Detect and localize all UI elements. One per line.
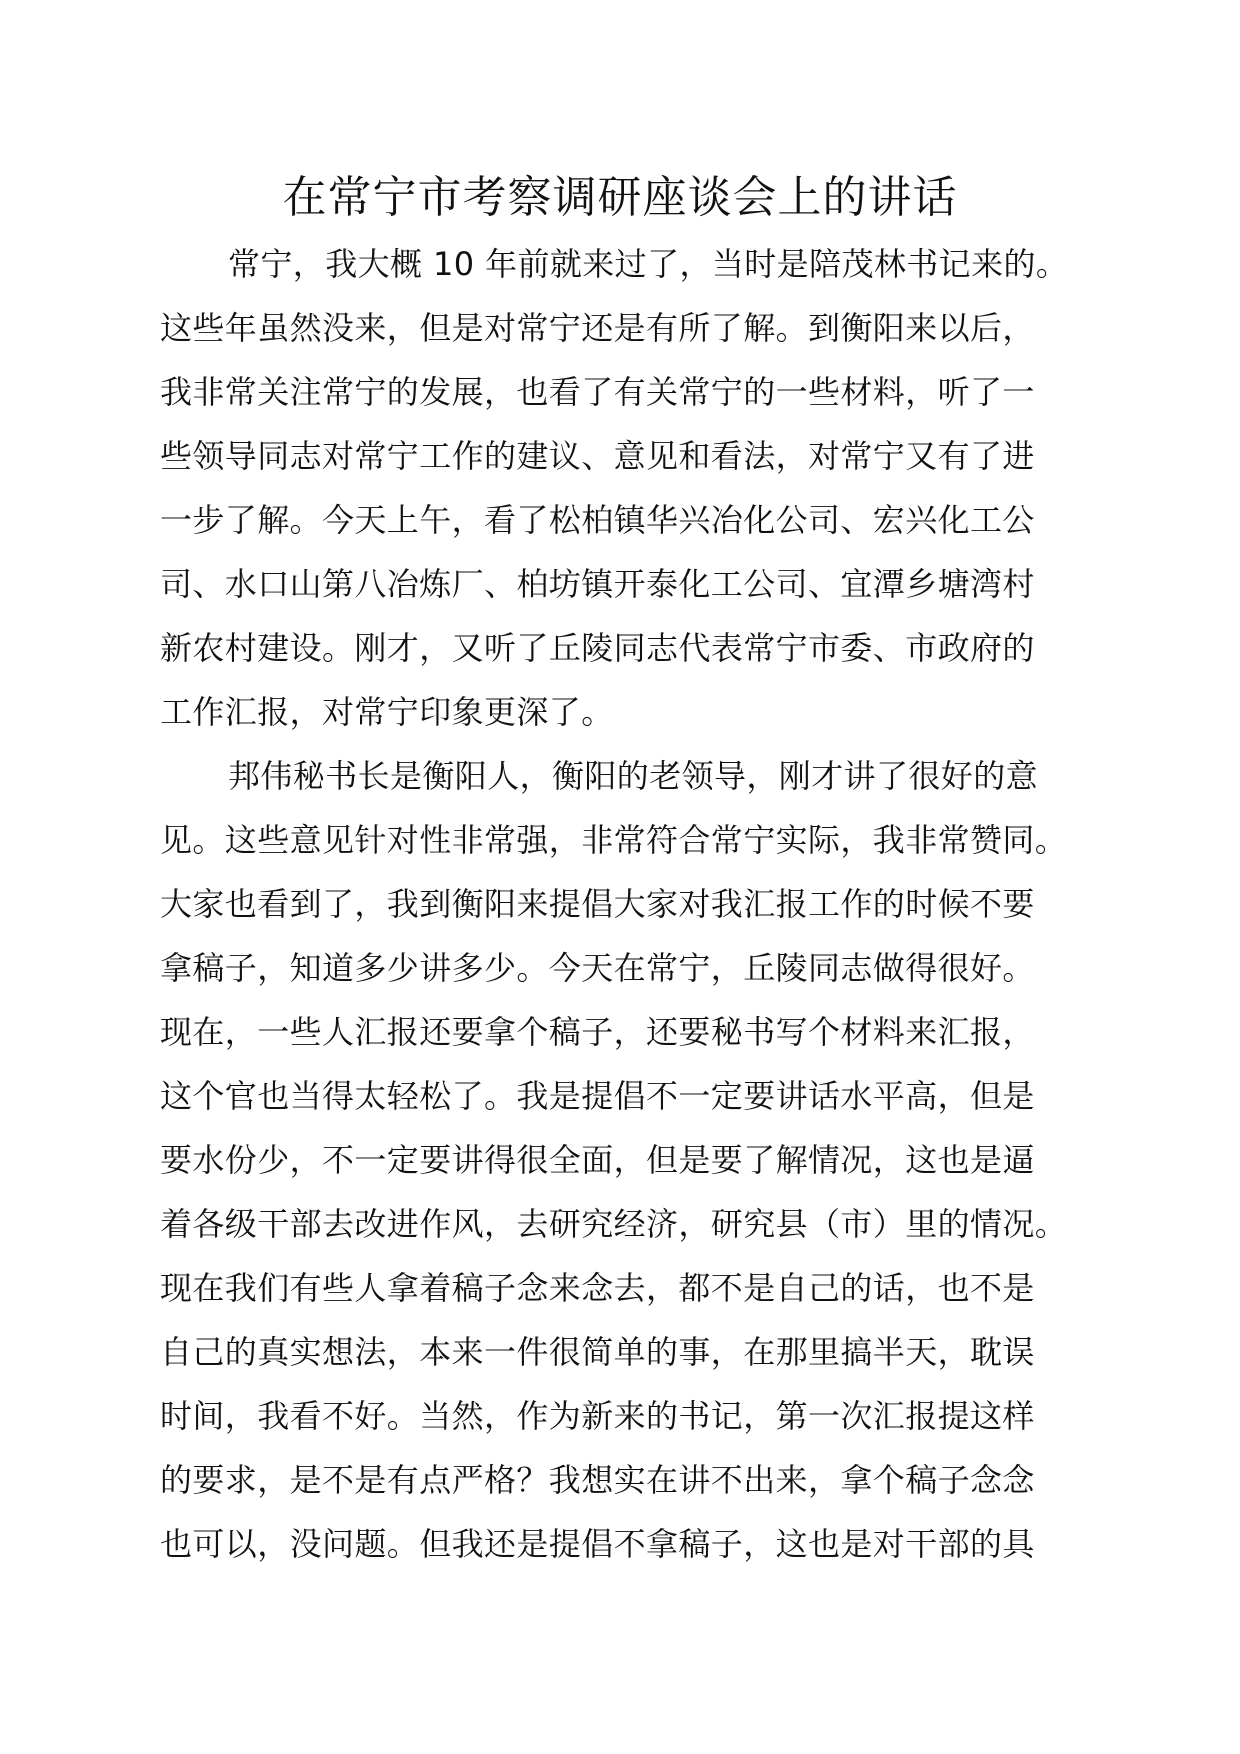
paragraph-line: 邦伟秘书长是衡阳人，衡阳的老领导，刚才讲了很好的意 [228,757,1039,795]
document-body [160,232,1120,1576]
paragraph-line: 见。这些意见针对性非常强，非常符合常宁实际，我非常赞同。 [160,821,1068,859]
paragraph-line: 现在，一些人汇报还要拿个稿子，还要秘书写个材料来汇报， [160,1013,1035,1051]
paragraph-line: 这个官也当得太轻松了。我是提倡不一定要讲话水平高，但是 [160,1077,1035,1115]
paragraph-line: 拿稿子，知道多少讲多少。今天在常宁，丘陵同志做得很好。 [160,949,1035,987]
paragraph-line: 司、水口山第八冶炼厂、柏坊镇开泰化工公司、宜潭乡塘湾村 [160,565,1035,603]
paragraph-line: 这些年虽然没来，但是对常宁还是有所了解。到衡阳来以后， [160,309,1035,347]
paragraph-line: 的要求，是不是有点严格？我想实在讲不出来，拿个稿子念念 [160,1461,1035,1499]
paragraph-line: 我非常关注常宁的发展，也看了有关常宁的一些材料，听了一 [160,373,1035,411]
paragraph-line: 些领导同志对常宁工作的建议、意见和看法，对常宁又有了进 [160,437,1035,475]
paragraph-line: 一步了解。今天上午，看了松柏镇华兴冶化公司、宏兴化工公 [160,501,1035,539]
document-title: 在常宁市考察调研座谈会上的讲话 [282,172,958,223]
paragraph-2 [160,744,1120,1576]
paragraph-line: 常宁，我大概 10 年前就来过了，当时是陪茂林书记来的。 [228,245,1069,283]
paragraph-line: 大家也看到了，我到衡阳来提倡大家对我汇报工作的时候不要 [160,885,1035,923]
paragraph-line: 要水份少，不一定要讲得很全面，但是要了解情况，这也是逼 [160,1141,1035,1179]
paragraph-line: 自己的真实想法，本来一件很简单的事，在那里搞半天，耽误 [160,1333,1035,1371]
paragraph-line: 工作汇报，对常宁印象更深了。 [160,693,614,731]
paragraph-line: 着各级干部去改进作风，去研究经济，研究县（市）里的情况。 [160,1205,1068,1243]
paragraph-1 [160,232,1120,744]
paragraph-line: 新农村建设。刚才，又听了丘陵同志代表常宁市委、市政府的 [160,629,1035,667]
paragraph-line: 现在我们有些人拿着稿子念来念去，都不是自己的话，也不是 [160,1269,1035,1307]
paragraph-line: 也可以，没问题。但我还是提倡不拿稿子，这也是对干部的具 [160,1525,1035,1563]
paragraph-line: 时间，我看不好。当然，作为新来的书记，第一次汇报提这样 [160,1397,1035,1435]
